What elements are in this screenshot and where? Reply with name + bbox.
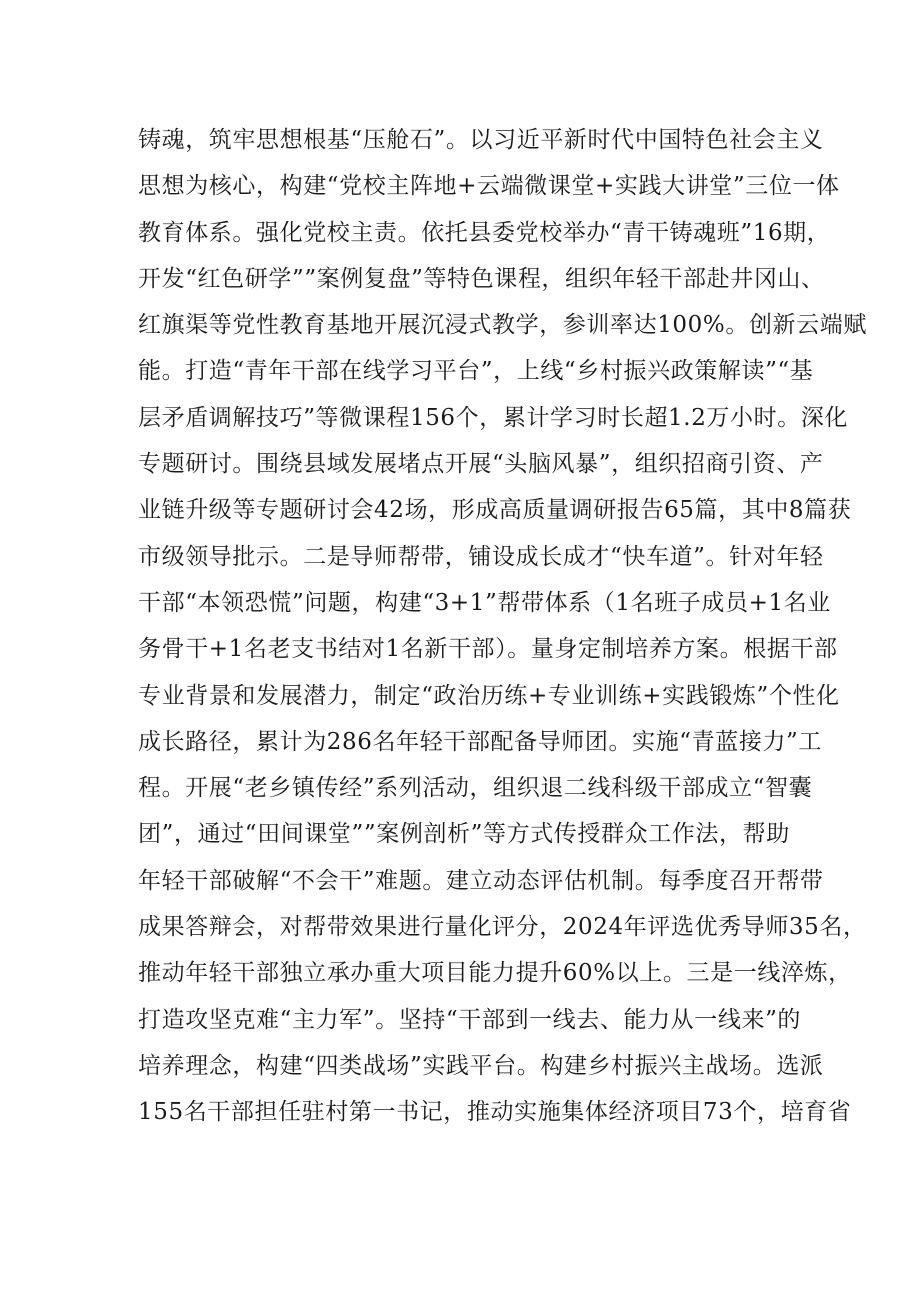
text-line: 铸魂，筑牢思想根基“压舱石”。以习近平新时代中国特色社会主义 bbox=[138, 127, 824, 153]
text-line: 干部“本领恐慌”问题，构建“3+1”帮带体系（1名班子成员+1名业 bbox=[138, 589, 831, 616]
text-line: 专题研讨。围绕县域发展堵点开展“头脑风暴”，组织招商引资、产 bbox=[138, 451, 824, 478]
text-line: 程。开展“老乡镇传经”系列活动，组织退二线科级干部成立“智囊 bbox=[138, 775, 813, 802]
text-line: 务骨干+1名老支书结对1名新干部）。量身定制培养方案。根据干部 bbox=[138, 636, 838, 663]
text-line: 年轻干部破解“不会干”难题。建立动态评估机制。每季度召开帮带 bbox=[138, 867, 824, 894]
text-line: 教育体系。强化党校主责。依托县委党校举办“青干铸魂班”16期， bbox=[138, 219, 831, 246]
text-line: 推动年轻干部独立承办重大项目能力提升60%以上。三是一线淬炼， bbox=[138, 960, 852, 987]
text-line: 打造攻坚克难“主力军”。坚持“干部到一线去、能力从一线来”的 bbox=[138, 1006, 802, 1033]
text-line: 培养理念，构建“四类战场”实践平台。构建乡村振兴主战场。选派 bbox=[138, 1052, 824, 1079]
text-line: 思想为核心，构建“党校主阵地+云端微课堂+实践大讲堂”三位一体 bbox=[138, 173, 840, 200]
text-line: 专业背景和发展潜力，制定“政治历练+专业训练+实践锻炼”个性化 bbox=[138, 682, 840, 709]
text-line: 业链升级等专题研讨会42场，形成高质量调研报告65篇，其中8篇获 bbox=[138, 497, 852, 524]
text-line: 市级领导批示。二是导师帮带，铺设成长成才“快车道”。针对年轻 bbox=[138, 543, 824, 570]
body-text bbox=[138, 117, 867, 1136]
text-line: 能。打造“青年干部在线学习平台”，上线“乡村振兴政策解读”“基 bbox=[138, 358, 814, 385]
text-line: 开发“红色研学””案例复盘”等特色课程，组织年轻干部赴井冈山、 bbox=[138, 265, 825, 292]
text-line: 155名干部担任驻村第一书记，推动实施集体经济项目73个，培育省 bbox=[138, 1099, 852, 1126]
text-line: 成果答辩会，对帮带效果进行量化评分，2024年评选优秀导师35名， bbox=[138, 914, 867, 941]
text-line: 层矛盾调解技巧”等微课程156个，累计学习时长超1.2万小时。深化 bbox=[138, 404, 849, 431]
text-line: 成长路径，累计为286名年轻干部配备导师团。实施“青蓝接力”工 bbox=[138, 728, 823, 755]
text-line: 团”，通过“田间课堂””案例剖析”等方式传授群众工作法，帮助 bbox=[138, 821, 790, 848]
text-line: 红旗渠等党性教育基地开展沉浸式教学，参训率达100%。创新云端赋 bbox=[138, 312, 867, 339]
